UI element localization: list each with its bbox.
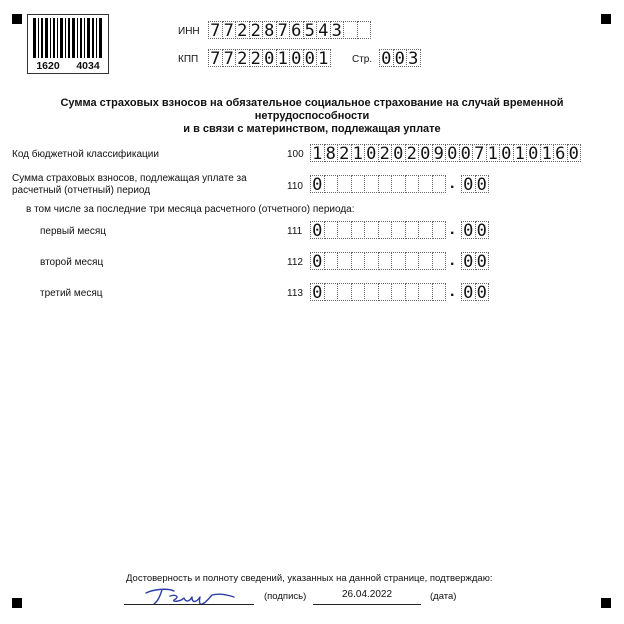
kbk-label: Код бюджетной классификации (12, 149, 159, 160)
sub-header: в том числе за последние три месяца расчетного (отчетного) периода: (26, 204, 355, 215)
decimal-point: . (450, 221, 455, 238)
decimal-point: . (450, 175, 455, 192)
amount-cell (364, 252, 379, 270)
amount-cell: 0 (461, 252, 476, 270)
page-label: Стр. (352, 54, 373, 65)
kbk-cell: 2 (337, 144, 352, 162)
amount-cell (418, 252, 433, 270)
section-title-line2: и в связи с материнством, подлежащая уплате (183, 123, 441, 135)
kbk-cell: 2 (405, 144, 420, 162)
corner-marker-bottom-right (601, 598, 611, 608)
amount-cell (351, 221, 366, 239)
amount-cell (337, 221, 352, 239)
month1-code: 111 (287, 226, 303, 237)
month2-dec-field[interactable] (461, 252, 488, 270)
amount-cell (432, 252, 447, 270)
total-int-field[interactable] (310, 175, 445, 193)
kbk-cell: 1 (486, 144, 501, 162)
total-label-line2: расчетный (отчетный) период (12, 185, 151, 196)
amount-cell: 0 (475, 175, 490, 193)
barcode-number-part1: 1620 (36, 60, 60, 72)
amount-cell (351, 175, 366, 193)
amount-cell (324, 283, 339, 301)
amount-cell (324, 175, 339, 193)
kpp-cell: 0 (289, 49, 304, 67)
page-cell: 0 (393, 49, 408, 67)
amount-cell: 0 (461, 175, 476, 193)
kpp-cell: 7 (208, 49, 223, 67)
kpp-cell: 0 (262, 49, 277, 67)
amount-cell: 0 (461, 283, 476, 301)
amount-cell (364, 283, 379, 301)
kbk-cell: 1 (351, 144, 366, 162)
amount-cell: 0 (461, 221, 476, 239)
amount-cell (364, 221, 379, 239)
month1-label: первый месяц (40, 226, 106, 237)
inn-cell: 7 (222, 21, 237, 39)
decimal-point: . (450, 252, 455, 269)
inn-cell: 2 (235, 21, 250, 39)
amount-cell (364, 175, 379, 193)
date-value[interactable]: 26.04.2022 (342, 589, 393, 600)
inn-cell: 7 (276, 21, 291, 39)
amount-cell: 0 (310, 283, 325, 301)
amount-cell (391, 175, 406, 193)
corner-marker-top-left (12, 14, 22, 24)
page-number-field[interactable] (379, 49, 420, 67)
kbk-cell: 0 (418, 144, 433, 162)
amount-cell (337, 175, 352, 193)
kbk-cell: 0 (499, 144, 514, 162)
page-cell: 0 (379, 49, 394, 67)
amount-cell: 0 (475, 283, 490, 301)
amount-cell (405, 252, 420, 270)
amount-cell (378, 221, 393, 239)
amount-cell (418, 175, 433, 193)
month2-label: второй месяц (40, 257, 104, 268)
amount-cell (324, 221, 339, 239)
kpp-cell: 2 (235, 49, 250, 67)
kbk-cell: 6 (553, 144, 568, 162)
kbk-cell: 0 (391, 144, 406, 162)
kbk-cell: 7 (472, 144, 487, 162)
inn-cell: 5 (303, 21, 318, 39)
kbk-field[interactable] (310, 144, 580, 162)
section-title (10, 97, 614, 136)
barcode-bars (32, 18, 104, 58)
corner-marker-top-right (601, 14, 611, 24)
amount-cell (378, 252, 393, 270)
corner-marker-bottom-left (12, 598, 22, 608)
amount-cell (432, 221, 447, 239)
inn-cell (357, 21, 372, 39)
amount-cell: 0 (475, 221, 490, 239)
kbk-cell: 1 (310, 144, 325, 162)
amount-cell: 0 (475, 252, 490, 270)
amount-cell: 0 (310, 221, 325, 239)
kbk-cell: 0 (567, 144, 582, 162)
barcode (27, 14, 109, 74)
signature-caption: (подпись) (264, 591, 307, 602)
kpp-label: КПП (178, 54, 199, 65)
barcode-number (28, 60, 108, 72)
inn-cell: 8 (262, 21, 277, 39)
amount-cell (391, 252, 406, 270)
kbk-cell: 0 (364, 144, 379, 162)
kbk-cell: 0 (526, 144, 541, 162)
kpp-cell: 7 (222, 49, 237, 67)
amount-cell (324, 252, 339, 270)
amount-cell: 0 (310, 252, 325, 270)
inn-label: ИНН (178, 26, 200, 37)
kpp-cell: 0 (303, 49, 318, 67)
amount-cell (351, 252, 366, 270)
amount-cell (432, 283, 447, 301)
kpp-field[interactable] (208, 49, 330, 67)
amount-cell (432, 175, 447, 193)
barcode-number-part2: 4034 (76, 60, 100, 72)
decimal-point: . (450, 283, 455, 300)
inn-cell: 3 (330, 21, 345, 39)
inn-field[interactable] (208, 21, 370, 39)
amount-cell (405, 283, 420, 301)
inn-cell: 7 (208, 21, 223, 39)
section-title-line1: Сумма страховых взносов на обязательное социальное страхование на случай временной нетрудоспособности (60, 97, 564, 122)
month3-code: 113 (287, 288, 303, 299)
month3-dec-field[interactable] (461, 283, 488, 301)
kbk-cell: 9 (432, 144, 447, 162)
amount-cell (418, 221, 433, 239)
date-line (313, 604, 421, 605)
total-code: 110 (287, 181, 303, 192)
month1-dec-field[interactable] (461, 221, 488, 239)
inn-cell: 2 (249, 21, 264, 39)
kpp-cell: 2 (249, 49, 264, 67)
kbk-cell: 8 (324, 144, 339, 162)
amount-cell (418, 283, 433, 301)
total-label-line1: Сумма страховых взносов, подлежащая уплате за (12, 173, 247, 184)
kpp-cell: 1 (276, 49, 291, 67)
kbk-cell: 1 (513, 144, 528, 162)
amount-cell (378, 283, 393, 301)
amount-cell: 0 (310, 175, 325, 193)
month2-int-field[interactable] (310, 252, 445, 270)
amount-cell (391, 221, 406, 239)
signature-line (124, 604, 254, 605)
kpp-cell: 1 (316, 49, 331, 67)
amount-cell (337, 252, 352, 270)
kbk-code: 100 (287, 149, 304, 160)
page-cell: 3 (406, 49, 421, 67)
kbk-cell: 0 (459, 144, 474, 162)
month1-int-field[interactable] (310, 221, 445, 239)
inn-cell (343, 21, 358, 39)
kbk-cell: 0 (445, 144, 460, 162)
amount-cell (337, 283, 352, 301)
inn-cell: 4 (316, 21, 331, 39)
month3-int-field[interactable] (310, 283, 445, 301)
amount-cell (378, 175, 393, 193)
date-caption: (дата) (430, 591, 457, 602)
kbk-cell: 2 (378, 144, 393, 162)
amount-cell (351, 283, 366, 301)
amount-cell (405, 175, 420, 193)
inn-cell: 6 (289, 21, 304, 39)
kbk-cell: 1 (540, 144, 555, 162)
month3-label: третий месяц (40, 288, 103, 299)
confirmation-text: Достоверность и полноту сведений, указанных на данной странице, подтверждаю: (126, 573, 493, 584)
amount-cell (405, 221, 420, 239)
amount-cell (391, 283, 406, 301)
month2-code: 112 (287, 257, 303, 268)
total-dec-field[interactable] (461, 175, 488, 193)
